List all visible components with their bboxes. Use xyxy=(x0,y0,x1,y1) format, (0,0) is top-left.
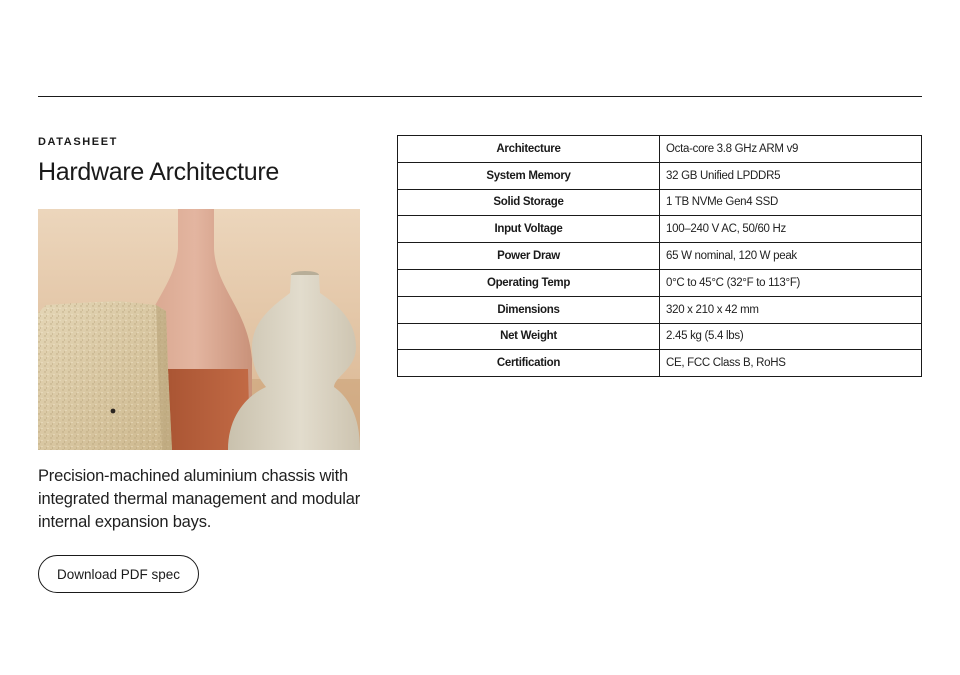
table-row xyxy=(398,216,922,243)
table-row xyxy=(398,296,922,323)
spec-value: 0°C to 45°C (32°F to 113°F) xyxy=(660,269,922,296)
spec-value: CE, FCC Class B, RoHS xyxy=(660,350,922,377)
spec-key: Power Draw xyxy=(398,243,660,270)
spec-value: 100–240 V AC, 50/60 Hz xyxy=(660,216,922,243)
table-row xyxy=(398,136,922,163)
download-pdf-button[interactable]: Download PDF spec xyxy=(38,555,199,593)
spec-value: 1 TB NVMe Gen4 SSD xyxy=(660,189,922,216)
spec-key: Operating Temp xyxy=(398,269,660,296)
spec-value: 320 x 210 x 42 mm xyxy=(660,296,922,323)
spec-value: 2.45 kg (5.4 lbs) xyxy=(660,323,922,350)
table-row xyxy=(398,243,922,270)
hero-image xyxy=(38,209,360,450)
table-row xyxy=(398,323,922,350)
table-row xyxy=(398,269,922,296)
table-row xyxy=(398,162,922,189)
page-title: Hardware Architecture xyxy=(38,158,280,186)
table-row xyxy=(398,350,922,377)
description-text: Precision-machined aluminium chassis with integrated thermal management and modular internal expansion bays. xyxy=(38,467,360,531)
spec-key: Solid Storage xyxy=(398,189,660,216)
spec-key: Net Weight xyxy=(398,323,660,350)
spec-key: Input Voltage xyxy=(398,216,660,243)
spec-value: 65 W nominal, 120 W peak xyxy=(660,243,922,270)
spec-key: Architecture xyxy=(398,136,660,163)
intro-panel xyxy=(38,136,360,593)
table-row xyxy=(398,189,922,216)
top-divider xyxy=(38,96,922,97)
spec-value: Octa-core 3.8 GHz ARM v9 xyxy=(660,136,922,163)
spec-key: System Memory xyxy=(398,162,660,189)
spec-value: 32 GB Unified LPDDR5 xyxy=(660,162,922,189)
spec-key: Certification xyxy=(398,350,660,377)
spec-table xyxy=(397,135,922,377)
eyebrow-label: DATASHEET xyxy=(38,136,118,148)
spec-key: Dimensions xyxy=(398,296,660,323)
